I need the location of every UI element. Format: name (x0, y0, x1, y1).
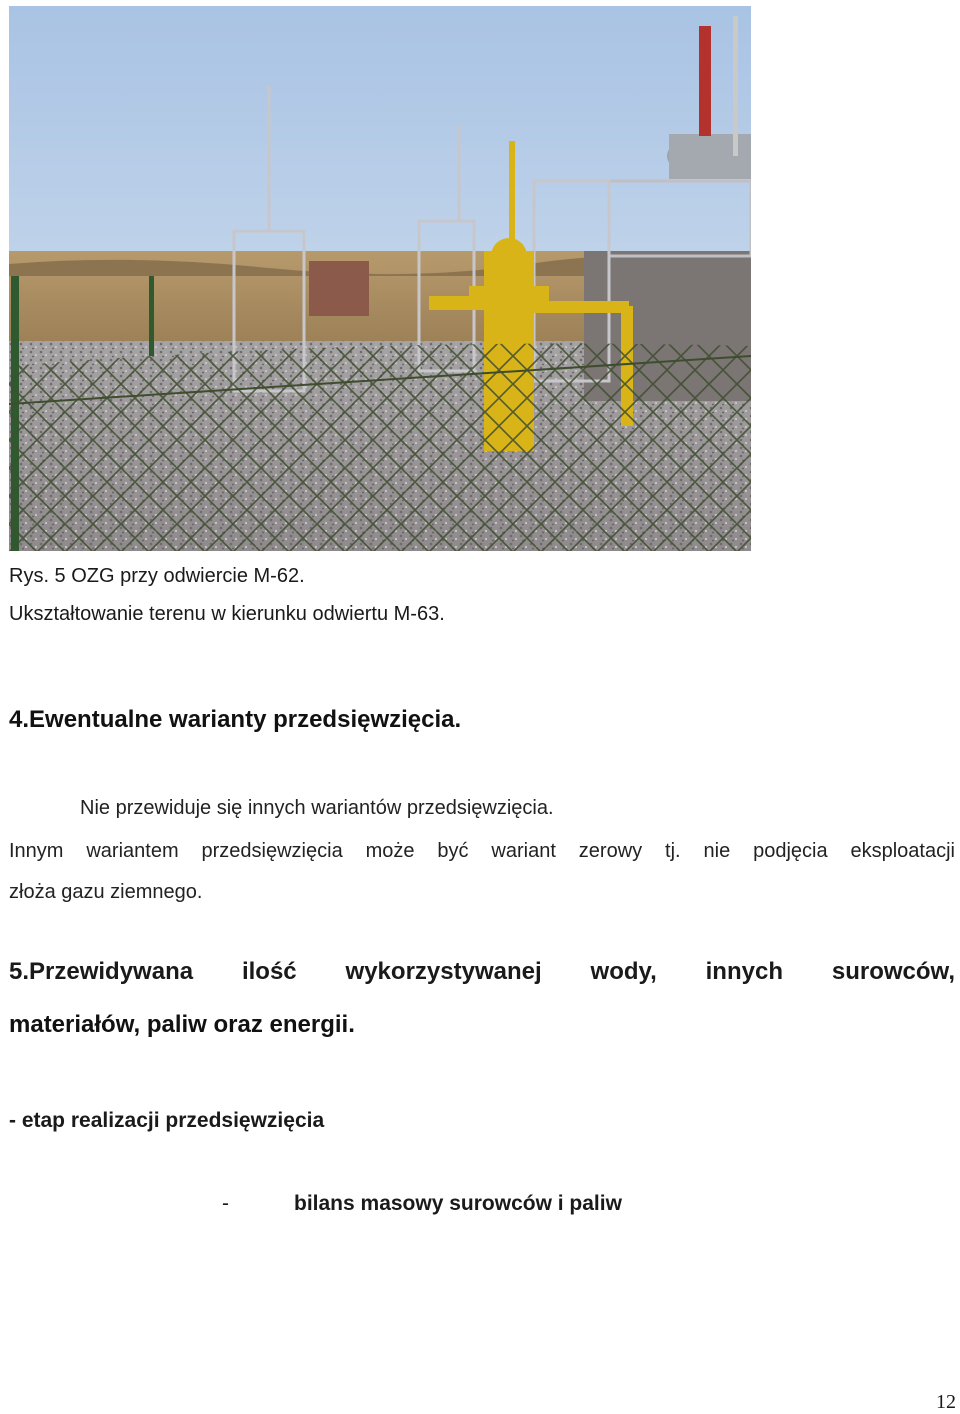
gas-wellhead-photo (9, 6, 751, 551)
section-5-heading-line1: 5.Przewidywana ilość wykorzystywanej wody, innych surowców, (9, 958, 955, 985)
figure-caption-line1: Rys. 5 OZG przy odwiercie M-62. (9, 565, 305, 587)
section-4-paragraph-2-line-1: Innym wariantem przedsięwzięcia może być wariant zerowy tj. nie podjęcia eksploatacji (9, 840, 955, 862)
section-4-paragraph-2-line-2: złoża gazu ziemnego. (9, 881, 203, 903)
section-5-heading-line2: materiałów, paliw oraz energii. (9, 1011, 355, 1038)
section-4-paragraph-1: Nie przewiduje się innych wariantów przedsięwzięcia. (80, 797, 554, 819)
section-5-subheading: - etap realizacji przedsięwzięcia (9, 1109, 325, 1132)
page-number: 12 (936, 1391, 956, 1413)
section-4-heading: 4.Ewentualne warianty przedsięwzięcia. (9, 706, 462, 733)
bullet-dash: - (222, 1192, 229, 1215)
figure-caption-line2: Ukształtowanie terenu w kierunku odwiertu M-63. (9, 603, 445, 625)
bullet-item: bilans masowy surowców i paliw (294, 1192, 622, 1215)
